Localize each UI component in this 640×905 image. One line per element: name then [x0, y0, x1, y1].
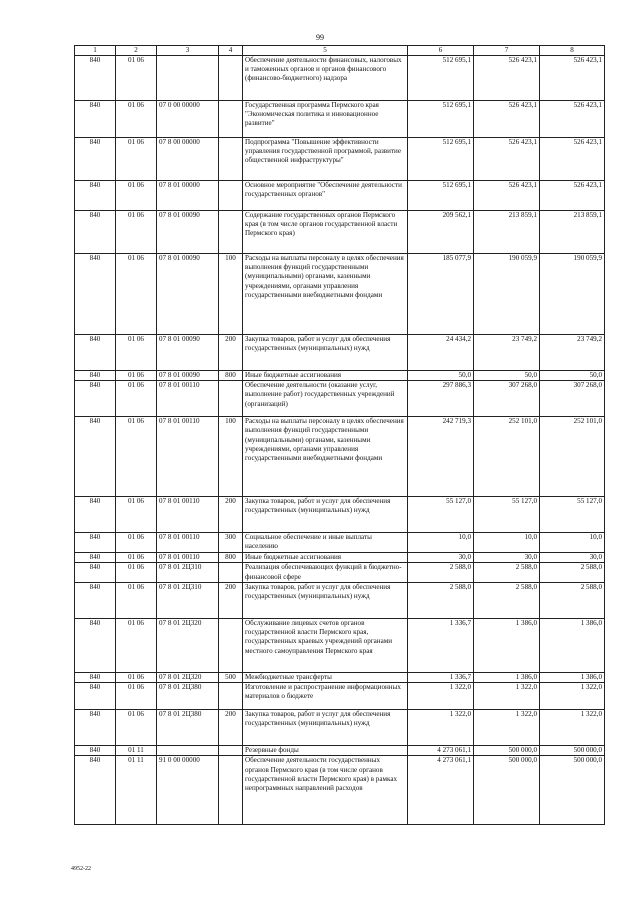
cell-grbs: 840 [75, 335, 116, 371]
cell-amount-col7: 526 423,1 [474, 101, 540, 138]
table-row [75, 101, 605, 138]
cell-amount-col8: 526 423,1 [540, 181, 605, 211]
cell-description: Обслуживание лицевых счетов органов государственной власти Пермского края, государственных краевых учреждений органами местного самоуправления Пермского края [243, 618, 408, 672]
cell-grbs: 840 [75, 381, 116, 417]
cell-section: 01 06 [116, 497, 157, 533]
table-row [75, 335, 605, 371]
cell-expense-type [219, 618, 243, 672]
cell-amount-col7: 526 423,1 [474, 181, 540, 211]
cell-description: Резервные фонды [243, 746, 408, 756]
cell-target-article: 07 8 01 2Ц380 [157, 710, 219, 746]
cell-target-article [157, 56, 219, 101]
cell-target-article: 07 8 01 2Ц310 [157, 582, 219, 618]
cell-amount-col6: 242 719,3 [408, 417, 474, 497]
cell-target-article: 07 0 00 00000 [157, 101, 219, 138]
cell-expense-type: 800 [219, 553, 243, 563]
cell-grbs: 840 [75, 101, 116, 138]
table-row [75, 582, 605, 618]
column-header: 1 [75, 46, 116, 56]
cell-amount-col7: 2 588,0 [474, 563, 540, 582]
cell-amount-col7: 252 101,0 [474, 417, 540, 497]
cell-amount-col8: 1 322,0 [540, 683, 605, 710]
cell-amount-col8: 213 859,1 [540, 211, 605, 254]
cell-amount-col8: 23 749,2 [540, 335, 605, 371]
table-row [75, 672, 605, 682]
cell-amount-col7: 23 749,2 [474, 335, 540, 371]
cell-description: Основное мероприятие "Обеспечение деятельности государственных органов" [243, 181, 408, 211]
cell-description: Обеспечение деятельности финансовых, налоговых и таможенных органов и органов финансового (финансово-бюджетного) надзора [243, 56, 408, 101]
cell-target-article: 07 8 01 2Ц380 [157, 683, 219, 710]
cell-expense-type [219, 746, 243, 756]
cell-section: 01 06 [116, 211, 157, 254]
cell-description: Расходы на выплаты персоналу в целях обеспечения выполнения функций государственными (муниципальными) органами, казенными учреждениями, органами управления государственными внебюджетными фондами [243, 254, 408, 335]
table-row [75, 211, 605, 254]
cell-expense-type [219, 756, 243, 825]
table-body [75, 56, 605, 825]
page-number: 99 [316, 33, 324, 42]
cell-description: Реализация обеспечивающих функций в бюджетно-финансовой сфере [243, 563, 408, 582]
table-row [75, 756, 605, 825]
cell-expense-type [219, 563, 243, 582]
cell-amount-col8: 252 101,0 [540, 417, 605, 497]
table-row [75, 56, 605, 101]
cell-target-article: 07 8 01 2Ц320 [157, 672, 219, 682]
cell-amount-col6: 24 434,2 [408, 335, 474, 371]
cell-amount-col6: 1 336,7 [408, 618, 474, 672]
cell-amount-col7: 10,0 [474, 533, 540, 553]
table-row [75, 710, 605, 746]
cell-grbs: 840 [75, 553, 116, 563]
cell-amount-col6: 1 322,0 [408, 683, 474, 710]
cell-amount-col8: 500 000,0 [540, 756, 605, 825]
cell-section: 01 06 [116, 335, 157, 371]
cell-section: 01 06 [116, 533, 157, 553]
cell-amount-col8: 50,0 [540, 371, 605, 381]
cell-grbs: 840 [75, 563, 116, 582]
cell-description: Закупка товаров, работ и услуг для обеспечения государственных (муниципальных) нужд [243, 710, 408, 746]
cell-grbs: 840 [75, 181, 116, 211]
cell-section: 01 11 [116, 746, 157, 756]
column-header: 5 [243, 46, 408, 56]
cell-grbs: 840 [75, 746, 116, 756]
cell-amount-col8: 30,0 [540, 553, 605, 563]
cell-grbs: 840 [75, 56, 116, 101]
cell-target-article: 07 8 01 2Ц310 [157, 563, 219, 582]
cell-description: Закупка товаров, работ и услуг для обеспечения государственных (муниципальных) нужд [243, 497, 408, 533]
cell-section: 01 06 [116, 563, 157, 582]
cell-amount-col8: 55 127,0 [540, 497, 605, 533]
cell-target-article: 07 8 01 00090 [157, 211, 219, 254]
table-row [75, 618, 605, 672]
cell-target-article: 07 8 01 00110 [157, 553, 219, 563]
cell-description: Изготовление и распространение информационных материалов о бюджете [243, 683, 408, 710]
cell-section: 01 06 [116, 101, 157, 138]
cell-expense-type: 100 [219, 254, 243, 335]
cell-amount-col8: 500 000,0 [540, 746, 605, 756]
table-row [75, 683, 605, 710]
cell-target-article: 07 8 01 00110 [157, 497, 219, 533]
cell-grbs: 840 [75, 371, 116, 381]
cell-amount-col6: 209 562,1 [408, 211, 474, 254]
cell-amount-col6: 2 588,0 [408, 563, 474, 582]
cell-target-article: 07 8 00 00000 [157, 138, 219, 181]
cell-target-article: 07 8 01 00110 [157, 417, 219, 497]
cell-expense-type: 100 [219, 417, 243, 497]
cell-grbs: 840 [75, 254, 116, 335]
column-header: 8 [540, 46, 605, 56]
footer-code: 4952-22 [71, 866, 91, 872]
table-row [75, 138, 605, 181]
cell-amount-col7: 213 859,1 [474, 211, 540, 254]
cell-expense-type: 200 [219, 710, 243, 746]
table-row [75, 563, 605, 582]
column-header: 4 [219, 46, 243, 56]
cell-grbs: 840 [75, 756, 116, 825]
column-header: 7 [474, 46, 540, 56]
cell-description: Содержание государственных органов Пермского края (в том числе органов государственной власти Пермского края) [243, 211, 408, 254]
cell-expense-type [219, 101, 243, 138]
cell-target-article: 07 8 01 00090 [157, 371, 219, 381]
cell-section: 01 06 [116, 381, 157, 417]
cell-section: 01 11 [116, 756, 157, 825]
table-row [75, 371, 605, 381]
cell-amount-col8: 526 423,1 [540, 56, 605, 101]
cell-amount-col6: 30,0 [408, 553, 474, 563]
cell-amount-col6: 55 127,0 [408, 497, 474, 533]
cell-amount-col7: 1 322,0 [474, 683, 540, 710]
cell-expense-type [219, 211, 243, 254]
cell-amount-col8: 10,0 [540, 533, 605, 553]
cell-expense-type [219, 381, 243, 417]
cell-amount-col6: 512 695,1 [408, 181, 474, 211]
table-row [75, 181, 605, 211]
cell-expense-type: 200 [219, 582, 243, 618]
cell-amount-col8: 526 423,1 [540, 138, 605, 181]
table-row [75, 746, 605, 756]
cell-section: 01 06 [116, 553, 157, 563]
cell-grbs: 840 [75, 497, 116, 533]
cell-amount-col6: 4 273 061,1 [408, 756, 474, 825]
budget-table [74, 45, 605, 825]
cell-section: 01 06 [116, 710, 157, 746]
cell-amount-col7: 526 423,1 [474, 138, 540, 181]
cell-expense-type: 200 [219, 497, 243, 533]
cell-section: 01 06 [116, 683, 157, 710]
cell-description: Обеспечение деятельности (оказание услуг, выполнение работ) государственных учреждений (организаций) [243, 381, 408, 417]
cell-target-article [157, 746, 219, 756]
cell-section: 01 06 [116, 56, 157, 101]
cell-amount-col6: 10,0 [408, 533, 474, 553]
cell-grbs: 840 [75, 211, 116, 254]
cell-expense-type [219, 56, 243, 101]
cell-amount-col7: 55 127,0 [474, 497, 540, 533]
cell-expense-type [219, 138, 243, 181]
table-row [75, 553, 605, 563]
cell-expense-type [219, 683, 243, 710]
cell-grbs: 840 [75, 710, 116, 746]
cell-amount-col6: 50,0 [408, 371, 474, 381]
cell-section: 01 06 [116, 371, 157, 381]
cell-description: Межбюджетные трансферты [243, 672, 408, 682]
cell-target-article: 07 8 01 00090 [157, 254, 219, 335]
cell-amount-col8: 1 322,0 [540, 710, 605, 746]
cell-amount-col6: 512 695,1 [408, 138, 474, 181]
cell-description: Государственная программа Пермского края "Экономическая политика и инновационное развитие" [243, 101, 408, 138]
cell-section: 01 06 [116, 618, 157, 672]
table-row [75, 497, 605, 533]
cell-amount-col7: 526 423,1 [474, 56, 540, 101]
table-row [75, 533, 605, 553]
cell-target-article: 91 0 00 00000 [157, 756, 219, 825]
cell-amount-col6: 1 322,0 [408, 710, 474, 746]
cell-section: 01 06 [116, 582, 157, 618]
cell-amount-col8: 2 588,0 [540, 563, 605, 582]
cell-expense-type: 200 [219, 335, 243, 371]
cell-section: 01 06 [116, 672, 157, 682]
cell-amount-col8: 1 386,0 [540, 618, 605, 672]
column-header: 6 [408, 46, 474, 56]
cell-amount-col7: 50,0 [474, 371, 540, 381]
cell-amount-col6: 185 077,9 [408, 254, 474, 335]
cell-grbs: 840 [75, 618, 116, 672]
cell-section: 01 06 [116, 181, 157, 211]
cell-description: Иные бюджетные ассигнования [243, 371, 408, 381]
cell-amount-col8: 2 588,0 [540, 582, 605, 618]
column-header: 2 [116, 46, 157, 56]
cell-amount-col6: 512 695,1 [408, 56, 474, 101]
cell-amount-col7: 1 386,0 [474, 618, 540, 672]
cell-description: Обеспечение деятельности государственных органов Пермского края (в том числе органов государственной власти Пермского края) в рамках непрограммных направлений расходов [243, 756, 408, 825]
cell-target-article: 07 8 01 00090 [157, 335, 219, 371]
cell-amount-col6: 297 886,3 [408, 381, 474, 417]
cell-amount-col7: 1 386,0 [474, 672, 540, 682]
cell-grbs: 840 [75, 672, 116, 682]
cell-amount-col7: 500 000,0 [474, 756, 540, 825]
cell-amount-col6: 2 588,0 [408, 582, 474, 618]
cell-expense-type: 800 [219, 371, 243, 381]
cell-target-article: 07 8 01 00110 [157, 533, 219, 553]
cell-description: Закупка товаров, работ и услуг для обеспечения государственных (муниципальных) нужд [243, 335, 408, 371]
cell-description: Иные бюджетные ассигнования [243, 553, 408, 563]
table-row [75, 381, 605, 417]
cell-expense-type: 300 [219, 533, 243, 553]
cell-description: Социальное обеспечение и иные выплаты населению [243, 533, 408, 553]
cell-amount-col7: 500 000,0 [474, 746, 540, 756]
cell-expense-type: 500 [219, 672, 243, 682]
cell-grbs: 840 [75, 417, 116, 497]
cell-target-article: 07 8 01 2Ц320 [157, 618, 219, 672]
cell-amount-col8: 190 059,9 [540, 254, 605, 335]
cell-description: Подпрограмма "Повышение эффективности управления государственной программой, развитие общественной инфраструктуры" [243, 138, 408, 181]
cell-description: Закупка товаров, работ и услуг для обеспечения государственных (муниципальных) нужд [243, 582, 408, 618]
cell-target-article: 07 8 01 00000 [157, 181, 219, 211]
cell-amount-col7: 190 059,9 [474, 254, 540, 335]
cell-grbs: 840 [75, 582, 116, 618]
cell-section: 01 06 [116, 254, 157, 335]
table-row [75, 417, 605, 497]
cell-grbs: 840 [75, 138, 116, 181]
cell-amount-col8: 1 386,0 [540, 672, 605, 682]
cell-expense-type [219, 181, 243, 211]
cell-amount-col7: 307 268,0 [474, 381, 540, 417]
cell-amount-col7: 1 322,0 [474, 710, 540, 746]
cell-grbs: 840 [75, 533, 116, 553]
cell-amount-col8: 526 423,1 [540, 101, 605, 138]
cell-amount-col7: 2 588,0 [474, 582, 540, 618]
cell-amount-col6: 1 336,7 [408, 672, 474, 682]
cell-amount-col8: 307 268,0 [540, 381, 605, 417]
cell-amount-col6: 512 695,1 [408, 101, 474, 138]
table-header-row [75, 46, 605, 56]
cell-section: 01 06 [116, 417, 157, 497]
cell-amount-col7: 30,0 [474, 553, 540, 563]
column-header: 3 [157, 46, 219, 56]
cell-amount-col6: 4 273 061,1 [408, 746, 474, 756]
cell-grbs: 840 [75, 683, 116, 710]
cell-description: Расходы на выплаты персоналу в целях обеспечения выполнения функций государственными (муниципальными) органами, казенными учреждениями, органами управления государственными внебюджетными фондами [243, 417, 408, 497]
cell-target-article: 07 8 01 00110 [157, 381, 219, 417]
table-row [75, 254, 605, 335]
cell-section: 01 06 [116, 138, 157, 181]
